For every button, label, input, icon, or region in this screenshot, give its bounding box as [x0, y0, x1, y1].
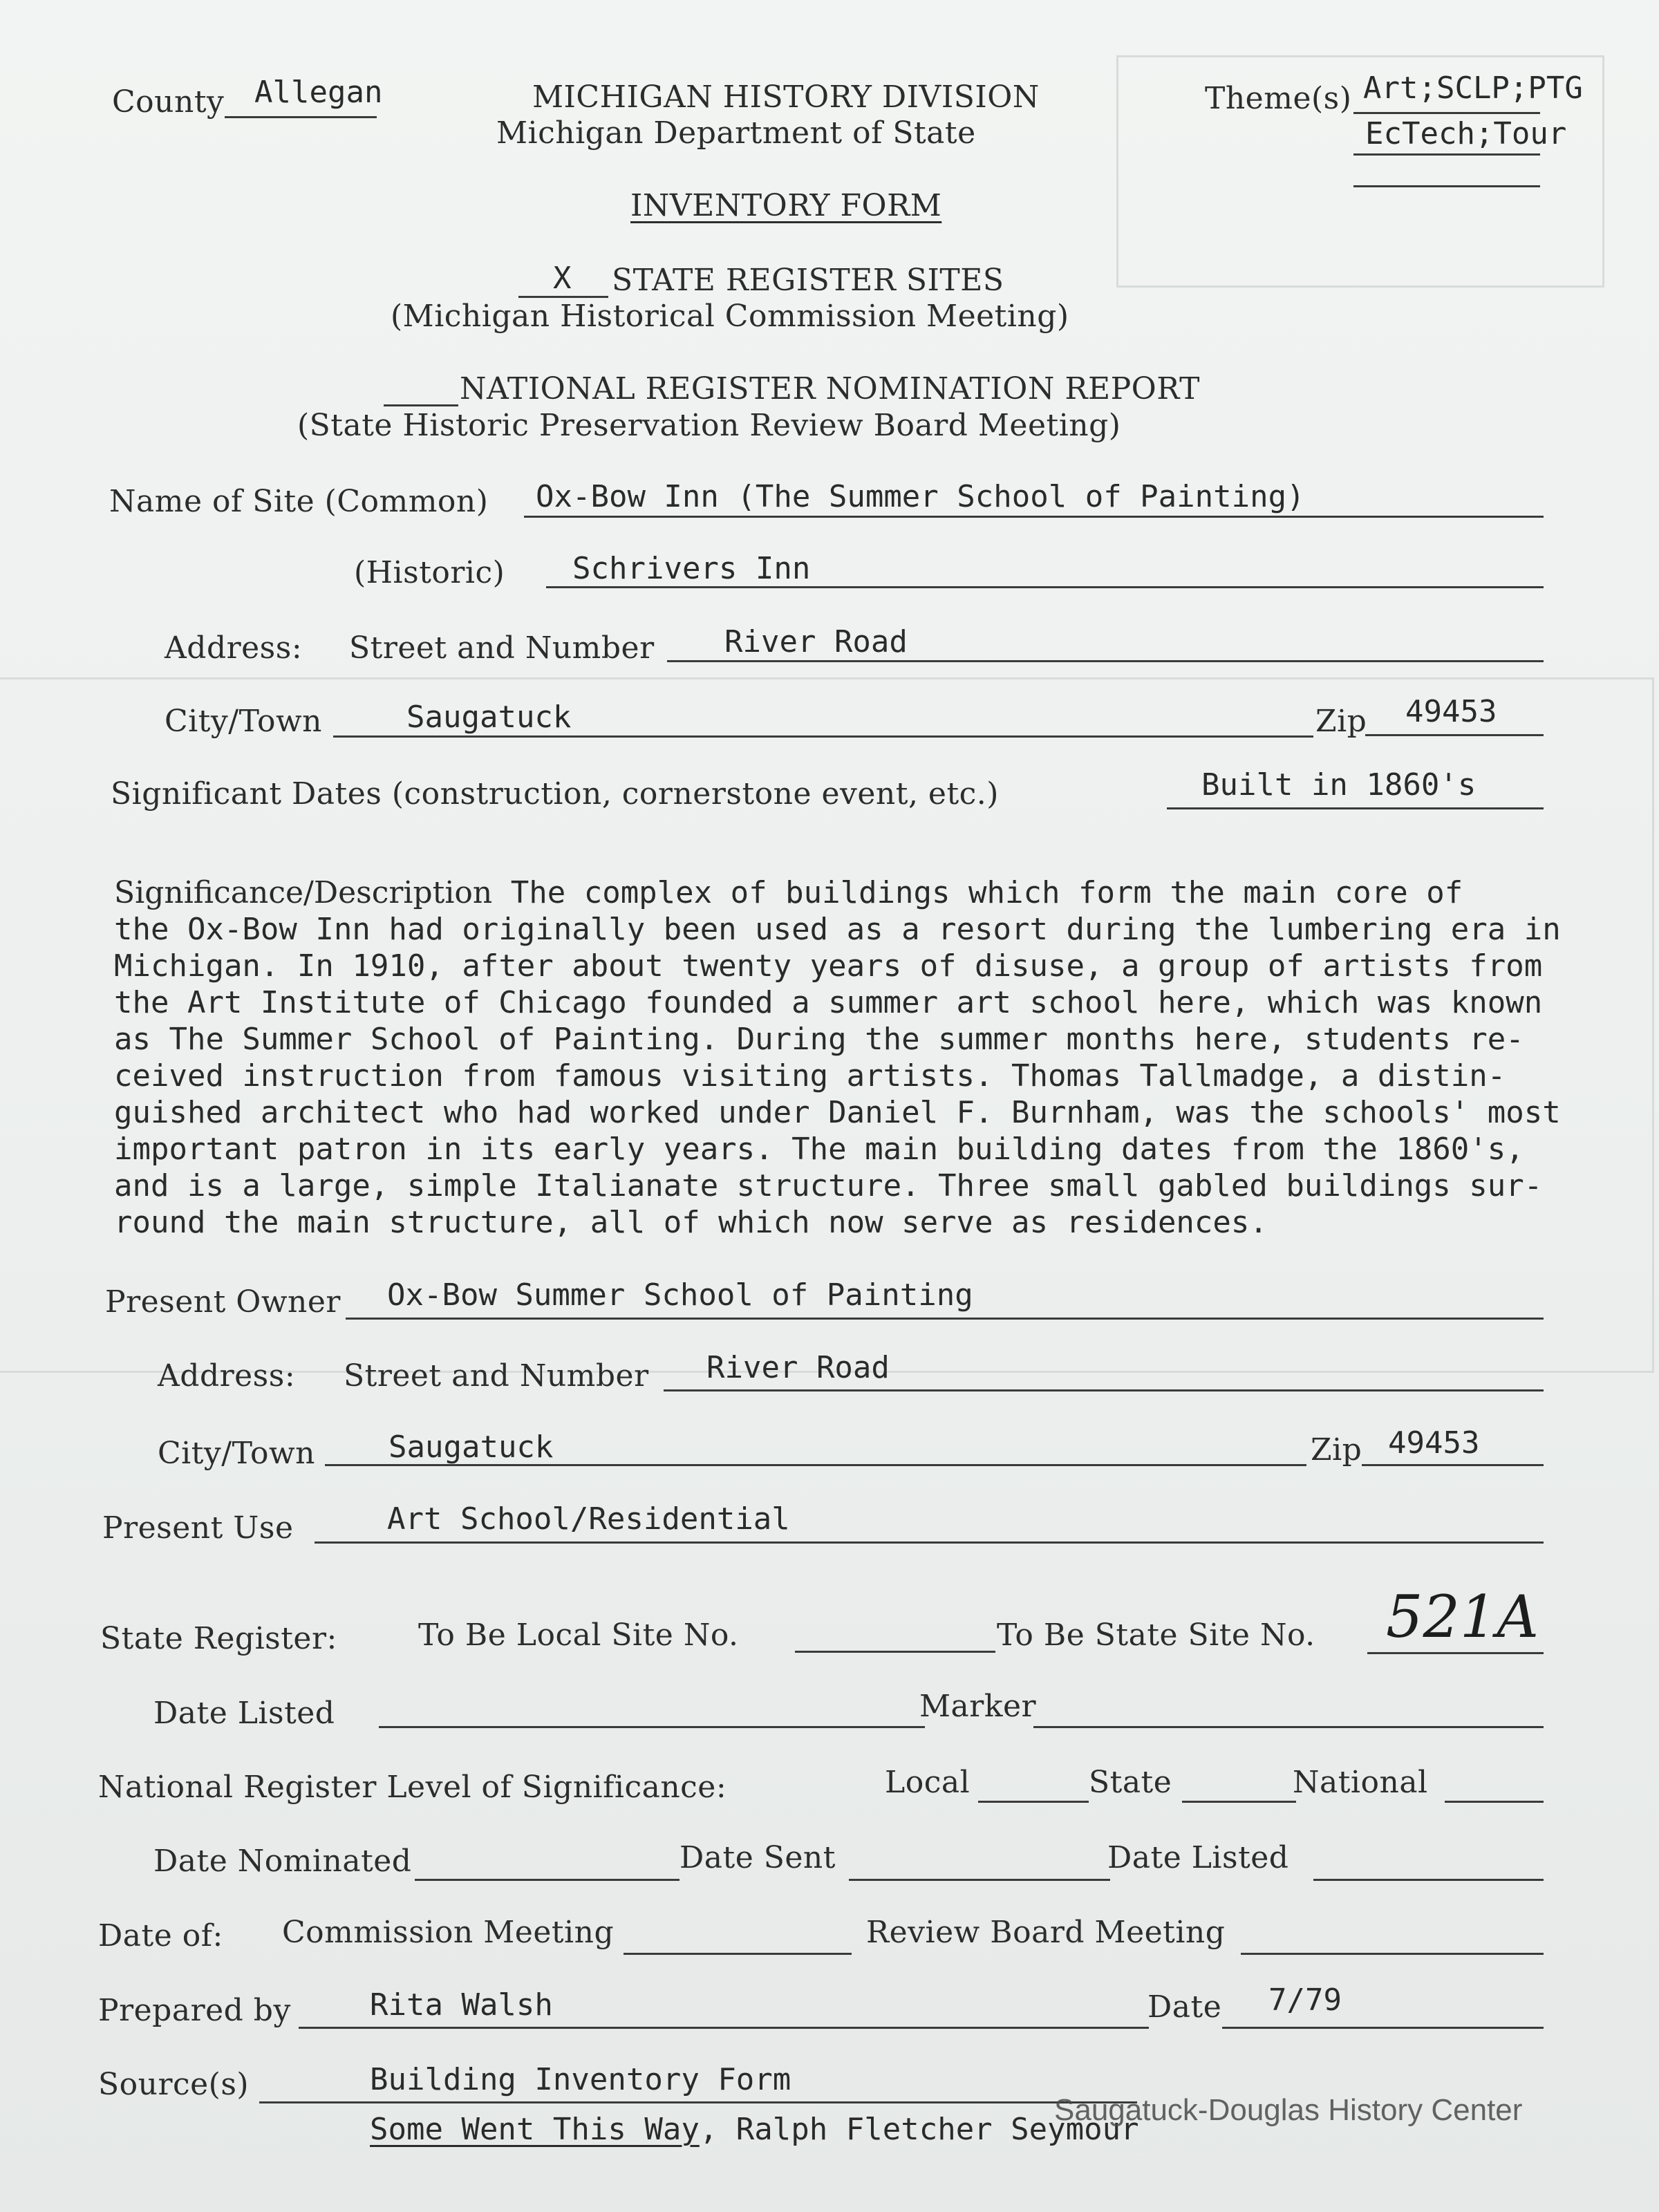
local-level-line: [978, 1801, 1089, 1803]
commission-meeting-line: [624, 1953, 852, 1955]
national-level-line: [1445, 1801, 1544, 1803]
state-register-sub: (Michigan Historical Commission Meeting): [391, 299, 1069, 334]
prepared-date-label: Date: [1147, 1989, 1222, 2025]
name-historic-value: Schrivers Inn: [572, 551, 811, 586]
review-board-line: [1241, 1953, 1544, 1955]
significance-line: ceived instruction from famous visiting artists. Thomas Tallmadge, a distin-: [114, 1058, 1506, 1094]
history-center-watermark: Saugatuck-Douglas History Center: [1054, 2093, 1523, 2127]
local-site-line: [795, 1651, 995, 1653]
owner-street-label: Street and Number: [344, 1358, 649, 1394]
owner-zip-value: 49453: [1388, 1425, 1480, 1461]
owner-city-label: City/Town: [158, 1436, 316, 1471]
prepared-by-value: Rita Walsh: [370, 1987, 553, 2023]
themes-line-2: [1353, 153, 1540, 156]
city-label: City/Town: [165, 704, 323, 739]
significance-line: the Art Institute of Chicago founded a summer art school here, which was known: [114, 985, 1543, 1020]
state-level-label: State: [1089, 1765, 1172, 1800]
state-register-check: X: [553, 261, 572, 296]
owner-label: Present Owner: [105, 1284, 341, 1320]
themes-value-2: EcTech;Tour: [1365, 116, 1567, 151]
prepared-by-line: [299, 2027, 1149, 2029]
state-site-label: To Be State Site No.: [997, 1618, 1315, 1653]
date-nominated-line: [415, 1879, 679, 1881]
significance-line: Significance/Description The complex of buildings which form the main core of: [114, 875, 1463, 910]
owner-street-value: River Road: [706, 1350, 890, 1385]
commission-meeting-label: Commission Meeting: [282, 1915, 615, 1950]
themes-value-1: Art;SCLP;PTG: [1363, 71, 1583, 106]
date-of-label: Date of:: [98, 1918, 223, 1953]
significance-line: guished architect who had worked under Daniel F. Burnham, was the schools' most: [114, 1095, 1561, 1130]
prepared-by-label: Prepared by: [98, 1993, 291, 2028]
sources-line: [259, 2101, 1137, 2103]
dates-line: [1167, 807, 1544, 809]
national-register-check-line: [384, 404, 458, 406]
national-register-sub: (State Historic Preservation Review Board Meeting): [297, 408, 1121, 443]
zip-value: 49453: [1405, 694, 1497, 729]
name-common-label: Name of Site (Common): [109, 484, 489, 519]
state-register-row-label: State Register:: [100, 1621, 337, 1656]
department-title: Michigan Department of State: [496, 115, 976, 151]
significance-description: [114, 874, 1573, 1241]
date-listed-label: Date Listed: [153, 1696, 335, 1731]
date-listed-national-label: Date Listed: [1107, 1840, 1289, 1875]
street-label: Street and Number: [349, 630, 655, 666]
name-historic-label: (Historic): [354, 555, 505, 590]
review-board-label: Review Board Meeting: [866, 1915, 1226, 1950]
owner-city-value: Saugatuck: [388, 1430, 554, 1465]
source-1-value: Building Inventory Form: [370, 2062, 791, 2097]
national-register-label: NATIONAL REGISTER NOMINATION REPORT: [460, 371, 1200, 406]
national-level-label: National Register Level of Significance:: [98, 1770, 727, 1805]
date-listed-national-line: [1313, 1879, 1544, 1881]
sources-label: Source(s): [98, 2067, 250, 2102]
name-historic-line: [546, 586, 1544, 588]
owner-street-line: [664, 1389, 1544, 1391]
state-register-label: STATE REGISTER SITES: [612, 263, 1004, 298]
date-sent-label: Date Sent: [679, 1840, 836, 1875]
dates-label: Significant Dates (construction, cornerstone event, etc.): [111, 776, 999, 812]
use-label: Present Use: [102, 1510, 294, 1546]
significance-line: as The Summer School of Painting. During the summer months here, students re-: [114, 1022, 1524, 1057]
zip-line: [1365, 734, 1544, 736]
themes-line-1: [1353, 112, 1540, 114]
owner-zip-label: Zip: [1311, 1432, 1362, 1468]
use-line: [315, 1541, 1544, 1544]
street-value: River Road: [724, 624, 908, 659]
significance-line: important patron in its early years. The main building dates from the 1860's,: [114, 1132, 1524, 1167]
owner-address-label: Address:: [158, 1358, 296, 1394]
county-value: Allegan: [254, 75, 383, 110]
state-level-line: [1182, 1801, 1296, 1803]
owner-zip-line: [1362, 1464, 1544, 1466]
county-line: [225, 116, 377, 118]
source-2-title: Some Went This Way: [370, 2112, 700, 2147]
significance-line: round the main structure, all of which now serve as residences.: [114, 1205, 1268, 1240]
date-sent-line: [849, 1879, 1110, 1881]
owner-city-line: [325, 1464, 1306, 1466]
date-listed-line: [379, 1726, 925, 1728]
owner-value: Ox-Bow Summer School of Painting: [387, 1277, 973, 1313]
name-common-value: Ox-Bow Inn (The Summer School of Painting): [536, 479, 1305, 514]
marker-line: [1033, 1726, 1544, 1728]
themes-line-3: [1353, 185, 1540, 187]
themes-label: Theme(s): [1205, 81, 1352, 116]
significance-line: and is a large, simple Italianate structure. Three small gabled buildings sur-: [114, 1168, 1543, 1203]
local-level-label: Local: [885, 1765, 971, 1800]
state-site-number: 521A: [1386, 1583, 1539, 1651]
form-title: INVENTORY FORM: [630, 188, 942, 223]
source-2-author: , Ralph Fletcher Seymour: [699, 2112, 1139, 2147]
dates-value: Built in 1860's: [1201, 767, 1477, 803]
state-site-line: [1367, 1652, 1544, 1654]
national-level-option-label: National: [1293, 1765, 1428, 1800]
zip-label: Zip: [1315, 704, 1367, 739]
division-title: MICHIGAN HISTORY DIVISION: [532, 79, 1040, 115]
owner-line: [346, 1318, 1544, 1320]
city-line: [333, 735, 1313, 738]
significance-line: Michigan. In 1910, after about twenty years of disuse, a group of artists from: [114, 948, 1543, 984]
name-common-line: [524, 516, 1544, 518]
prepared-date-line: [1222, 2027, 1544, 2029]
date-nominated-label: Date Nominated: [153, 1844, 412, 1879]
marker-label: Marker: [919, 1689, 1037, 1724]
significance-line: the Ox-Bow Inn had originally been used as a resort during the lumbering era in: [114, 912, 1561, 947]
local-site-label: To Be Local Site No.: [418, 1618, 739, 1653]
state-register-check-line: [518, 296, 608, 298]
street-line: [667, 660, 1544, 662]
use-value: Art School/Residential: [387, 1501, 790, 1537]
city-value: Saugatuck: [406, 700, 572, 735]
prepared-date-value: 7/79: [1268, 1983, 1342, 2018]
county-label: County: [112, 84, 225, 120]
significance-label: Significance/Description: [114, 875, 493, 910]
address-label: Address:: [165, 630, 303, 666]
source-2-value: [370, 2112, 1139, 2147]
